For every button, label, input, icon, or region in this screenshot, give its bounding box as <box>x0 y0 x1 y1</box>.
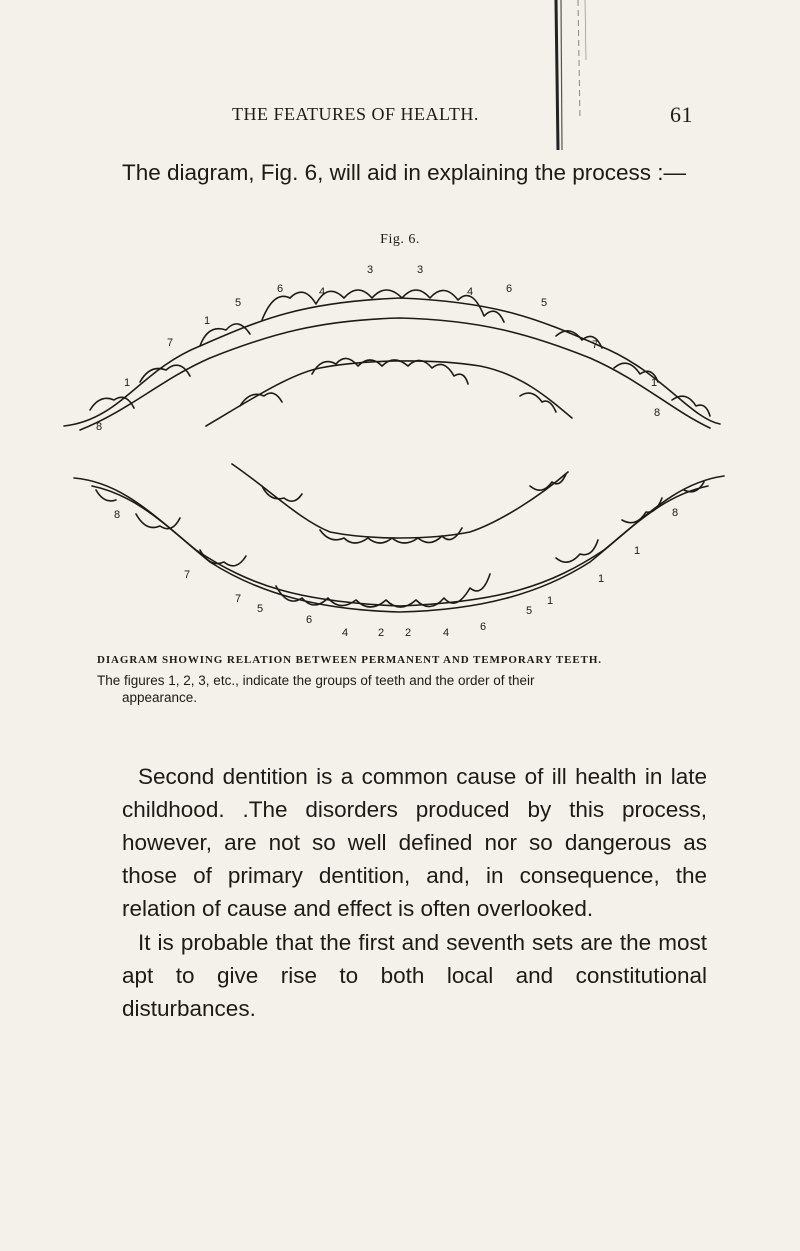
lower-number: 1 <box>598 573 605 585</box>
figure-caption-heading: DIAGRAM SHOWING RELATION BETWEEN PERMANENT AND TEMPORARY TEETH. <box>97 654 602 666</box>
upper-number: 4 <box>319 286 326 298</box>
upper-number: 3 <box>367 264 374 276</box>
running-title: THE FEATURES OF HEALTH. <box>232 104 479 124</box>
lower-inner-arch <box>232 464 568 538</box>
upper-number: 6 <box>506 283 513 295</box>
upper-outer-arch <box>64 298 720 426</box>
caption-line-1: The figures 1, 2, 3, etc., indicate the groups of teeth and the order of their <box>97 673 535 688</box>
upper-inner-arch <box>206 361 572 426</box>
upper-number: 5 <box>541 297 548 309</box>
intro-paragraph: The diagram, Fig. 6, will aid in explaining the process :— <box>122 160 687 185</box>
lower-number: 5 <box>526 605 533 617</box>
lower-number: 4 <box>443 627 450 639</box>
upper-number: 7 <box>592 339 599 351</box>
teeth-diagram <box>0 250 800 650</box>
body-paragraph: It is probable that the first and seventh sets are the most apt to give rise to both local and constitutional disturbances. <box>122 930 707 1021</box>
upper-number: 4 <box>467 286 474 298</box>
figure-label: Fig. 6. <box>380 232 420 247</box>
upper-number: 1 <box>651 377 658 389</box>
lower-outer-arch <box>74 476 724 606</box>
lower-number: 8 <box>672 507 679 519</box>
page-number: 61 <box>670 102 693 127</box>
body-paragraph: Second dentition is a common cause of ill health in late childhood. .The disorders produced by this process, however, are not so well defined nor so dangerous as those of primary dentition, and, in consequence, the relation of cause and effect is often overlooked. <box>122 764 707 921</box>
lower-number: 7 <box>184 569 191 581</box>
lower-number: 5 <box>257 603 264 615</box>
body-text <box>122 760 707 1025</box>
lower-number: 2 <box>405 627 412 639</box>
upper-number: 5 <box>235 297 242 309</box>
lower-number: 4 <box>342 627 349 639</box>
lower-number: 8 <box>114 509 121 521</box>
lower-number: 1 <box>547 595 554 607</box>
upper-number: 6 <box>277 283 284 295</box>
upper-number: 3 <box>417 264 424 276</box>
upper-number: 1 <box>204 315 211 327</box>
upper-number: 7 <box>167 337 174 349</box>
lower-number: 1 <box>634 545 641 557</box>
lower-number: 2 <box>378 627 385 639</box>
lower-number: 6 <box>306 614 313 626</box>
upper-number: 8 <box>96 421 103 433</box>
lower-number: 7 <box>235 593 242 605</box>
lower-number: 6 <box>480 621 487 633</box>
upper-number: 1 <box>124 377 131 389</box>
page-crease <box>552 0 592 150</box>
upper-number: 8 <box>654 407 661 419</box>
figure-caption-text <box>97 672 707 706</box>
upper-outer-arch-inner <box>80 318 710 430</box>
caption-line-2: appearance. <box>122 690 198 705</box>
